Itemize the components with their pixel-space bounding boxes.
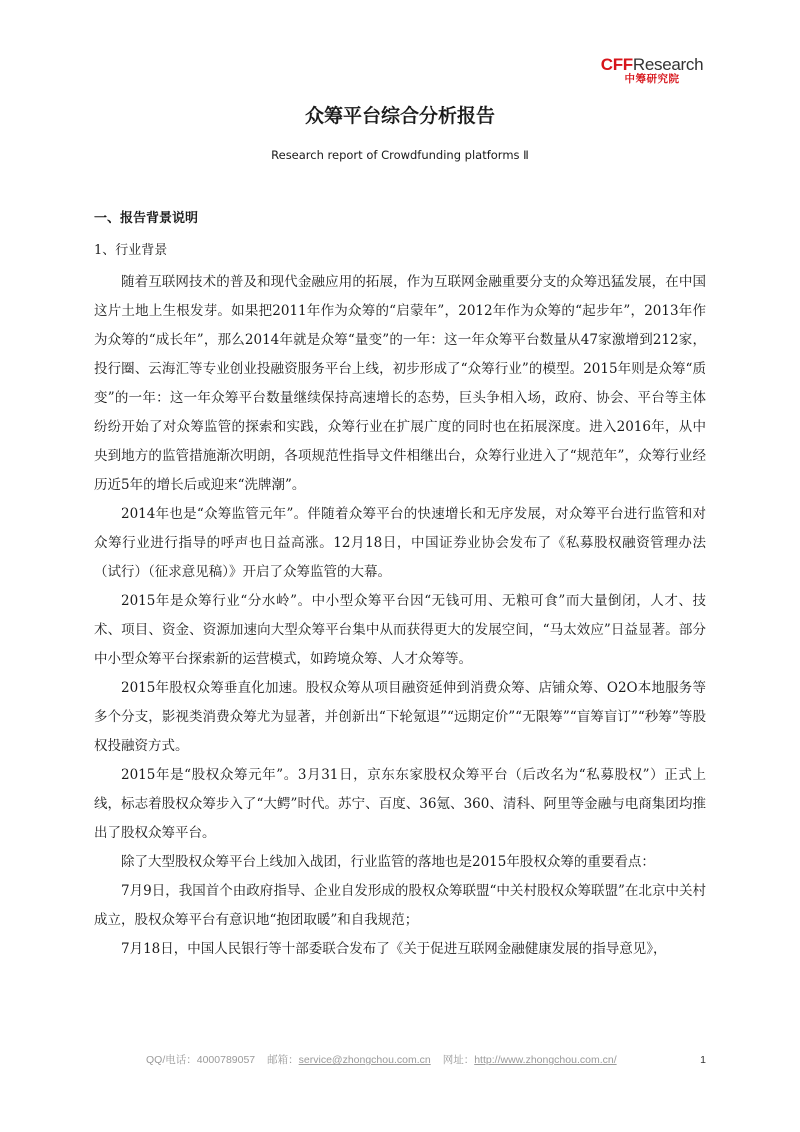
body-paragraph: 2015年股权众筹垂直化加速。股权众筹从项目融资延伸到消费众筹、店铺众筹、O2O本地服务等多个分支，影视类消费众筹尤为显著，并创新出“下轮氪退”“远期定价”“无限筹”“盲筹盲订”“秒筹”等股权投融资方式。 [94,680,706,754]
page-footer [146,1050,706,1070]
logo-subtitle: 中筹研究院 [624,73,680,85]
footer-site-label: 网址： [442,1054,475,1066]
body-paragraph: 7月18日，中国人民银行等十部委联合发布了《关于促进互联网金融健康发展的指导意见》， [121,941,667,957]
footer-contact: QQ/电话：4000789057 [146,1054,256,1066]
logo-brand-rest: Research [632,55,704,74]
subsection-heading: 1、行业背景 [94,243,168,258]
footer-email-link[interactable]: service@zhongchou.com.cn [298,1054,431,1066]
page-number: 1 [700,1054,706,1066]
logo-brand-red: CFF [600,55,633,74]
body-paragraph: 2015年是众筹行业“分水岭”。中小型众筹平台因“无钱可用、无粮可食”而大量倒闭，人才、技术、项目、资金、资源加速向大型众筹平台集中从而获得更大的发展空间，“马太效应”日益显著。部分中小型众筹平台探索新的运营模式，如跨境众筹、人才众筹等。 [94,593,706,667]
footer-email-label: 邮箱： [267,1054,299,1066]
document-subtitle: Research report of Crowdfunding platforms Ⅱ [271,148,529,162]
footer-site-link[interactable]: http://www.zhongchou.com.cn/ [474,1054,617,1066]
body-paragraph: 2014年也是“众筹监管元年”。伴随着众筹平台的快速增长和无序发展，对众筹平台进行监管和对众筹行业进行指导的呼声也日益高涨。12月18日，中国证券业协会发布了《私募股权融资管理办法（试行）（征求意见稿）》开启了众筹监管的大幕。 [94,506,706,580]
body-paragraph: 随着互联网技术的普及和现代金融应用的拓展，作为互联网金融重要分支的众筹迅猛发展，在中国这片土地上生根发芽。如果把2011年作为众筹的“启蒙年”，2012年作为众筹的“起步年”，2013年作为众筹的“成长年”，那么2014年就是众筹“量变”的一年：这一年众筹平台数量从47家激增到212家，投行圈、云海汇等专业创业投融资服务平台上线，初步形成了“众筹行业”的模型。2015年则是众筹“质变”的一年：这一年众筹平台数量继续保持高速增长的态势，巨头争相入场，政府、协会、平台等主体纷纷开始了对众筹监管的探索和实践，众筹行业在扩展广度的同时也在拓展深度。进入2016年，从中央到地方的监管措施渐次明朗，各项规范性指导文件相继出台，众筹行业进入了“规范年”，众筹行业经历近5年的增长后或迎来“洗牌潮”。 [94,274,706,493]
body-paragraph: 2015年是“股权众筹元年”。3月31日，京东东家股权众筹平台（后改名为“私募股权”）正式上线，标志着股权众筹步入了“大鳄”时代。苏宁、百度、36氪、360、清科、阿里等金融与电商集团均推出了股权众筹平台。 [94,767,706,841]
body-paragraph: 7月9日，我国首个由政府指导、企业自发形成的股权众筹联盟“中关村股权众筹联盟”在北京中关村成立，股权众筹平台有意识地“抱团取暖”和自我规范； [94,883,706,928]
cff-research-logo [592,56,712,85]
section-heading: 一、报告背景说明 [94,211,199,226]
body-paragraph: 除了大型股权众筹平台上线加入战团，行业监管的落地也是2015年股权众筹的重要看点： [121,854,655,870]
document-body [94,268,706,964]
document-title: 众筹平台综合分析报告 [304,105,495,127]
logo-wordmark [592,56,712,73]
